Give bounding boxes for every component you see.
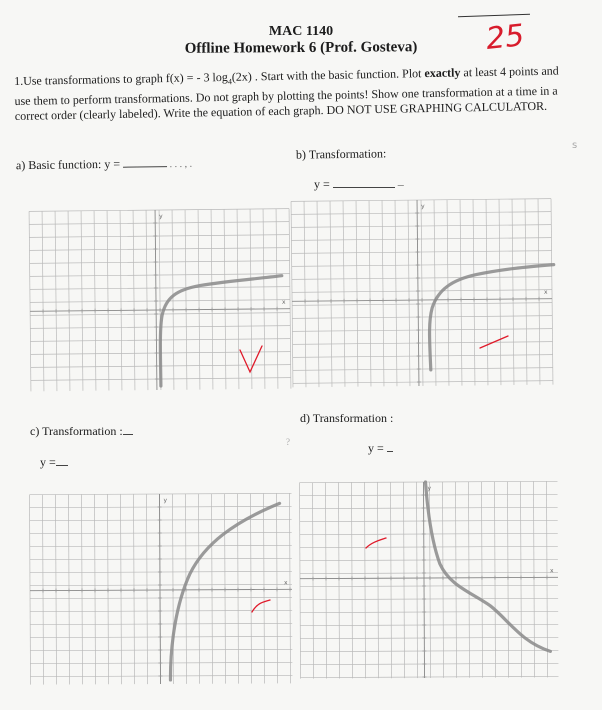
x-axis-label: x	[283, 579, 288, 587]
part-b-equation-blank	[333, 187, 395, 188]
x-axis-label: x	[543, 288, 548, 296]
log-base: 4	[227, 77, 233, 87]
page-title: Offline Homework 6 (Prof. Gosteva)	[184, 39, 418, 57]
part-d-label: d) Transformation :	[300, 411, 394, 425]
part-b-label: b) Transformation:	[295, 146, 387, 162]
part-d-equation	[368, 441, 393, 456]
part-b-equation: y = ‒	[314, 177, 404, 191]
instructions-mid: (2x) . Start with the basic function. Plot	[231, 66, 425, 84]
grid-line-vertical	[289, 209, 291, 389]
grid-line-vertical	[538, 199, 540, 385]
instructions-emphasis: exactly	[424, 65, 461, 81]
grid-line-vertical	[237, 209, 239, 389]
grid-group	[299, 481, 558, 678]
pencil-curve	[425, 481, 550, 652]
part-c-label-blank	[123, 434, 133, 435]
y-axis	[423, 482, 424, 678]
grid-line-vertical	[369, 201, 371, 387]
part-d-equation-blank	[387, 451, 393, 452]
grid-line-vertical	[68, 211, 70, 391]
grid-line-vertical	[107, 211, 109, 391]
score-mark: 25	[484, 18, 526, 57]
grid-line-vertical	[120, 210, 122, 390]
y-axis-label: y	[421, 202, 425, 211]
grid-line-vertical	[408, 200, 410, 386]
x-axis-label: x	[281, 298, 286, 306]
grid-line-vertical	[447, 200, 449, 386]
stray-mark: ?	[286, 437, 290, 447]
part-c-equation-blank	[56, 465, 68, 466]
grid-line-vertical	[263, 209, 265, 389]
grid-line-vertical	[42, 211, 44, 391]
graph-c	[30, 494, 292, 690]
part-c-label	[30, 424, 133, 439]
grid-line-vertical	[317, 201, 319, 387]
y-axis	[417, 200, 419, 386]
grid-line-vertical	[421, 200, 423, 386]
part-b-equation-text: y =	[314, 177, 330, 191]
part-c-label-text: c) Transformation :	[30, 424, 123, 438]
grid-line-vertical	[299, 483, 300, 679]
part-c-equation	[40, 455, 68, 470]
grid-line-vertical	[29, 211, 31, 391]
grid-line-vertical	[460, 200, 462, 386]
instructions-tail: at least 4 points and use them to perform transformations. Do not graph by plotting the points! Show one transformation at a time in a correct order (clearly labeled). Write the equation of each graph. DO NOT USE GRAPHING CALCULATOR.	[14, 63, 559, 123]
part-c-equation-text: y =	[40, 455, 56, 469]
grid-line-vertical	[146, 210, 148, 390]
grid-group	[30, 493, 293, 684]
grid-group	[291, 199, 555, 388]
side-mark: s	[572, 140, 578, 151]
grid-line-vertical	[525, 199, 527, 385]
dash-mark	[366, 538, 386, 548]
grid-line-vertical	[473, 199, 475, 385]
instructions-lead: 1.Use transformations to graph f(x) = - 3 log	[14, 69, 228, 88]
part-d-equation-text: y =	[368, 441, 384, 455]
grid-line-vertical	[30, 495, 31, 685]
grid-line-vertical	[486, 199, 488, 385]
grid-line-vertical	[276, 209, 278, 389]
y-axis-label: y	[159, 212, 163, 221]
grid-line-vertical	[330, 201, 332, 387]
grid-line-vertical	[172, 210, 174, 390]
grid-line-horizontal	[299, 481, 557, 482]
grid-line-vertical	[382, 200, 384, 386]
grid-line-vertical	[185, 210, 187, 390]
graph-d	[300, 482, 562, 678]
grid-line-vertical	[499, 199, 501, 385]
part-a-label-text: a) Basic function: y =	[15, 156, 121, 173]
y-axis-label: y	[163, 496, 168, 504]
graph-a	[30, 210, 292, 400]
grid-line-vertical	[250, 209, 252, 389]
grid-line-vertical	[133, 210, 135, 390]
grid-group	[29, 209, 291, 392]
x-axis-label: x	[549, 567, 554, 575]
grid-line-vertical	[512, 199, 514, 385]
name-line	[458, 14, 530, 18]
course-code: MAC 1140	[268, 24, 334, 39]
grid-line-vertical	[94, 211, 96, 391]
y-axis	[155, 210, 157, 390]
grid-line-horizontal	[30, 493, 292, 494]
grid-line-vertical	[356, 201, 358, 387]
grid-line-vertical	[395, 200, 397, 386]
grid-line-vertical	[211, 209, 213, 389]
grid-line-vertical	[55, 211, 57, 391]
grid-line-vertical	[81, 211, 83, 391]
y-axis-label: y	[427, 484, 432, 493]
grid-line-vertical	[434, 200, 436, 386]
grid-line-vertical	[224, 209, 226, 389]
check-mark	[240, 346, 262, 372]
grid-line-vertical	[198, 210, 200, 390]
grid-line-vertical	[304, 201, 306, 387]
problem-instructions	[14, 63, 575, 124]
part-a-equation-blank	[123, 166, 167, 168]
grid-line-vertical	[343, 201, 345, 387]
part-a-label: a) Basic function: y = . . . , .	[15, 156, 193, 173]
grid-line-vertical	[291, 201, 293, 387]
graph-b	[292, 200, 554, 390]
grid-line-vertical	[551, 199, 553, 385]
